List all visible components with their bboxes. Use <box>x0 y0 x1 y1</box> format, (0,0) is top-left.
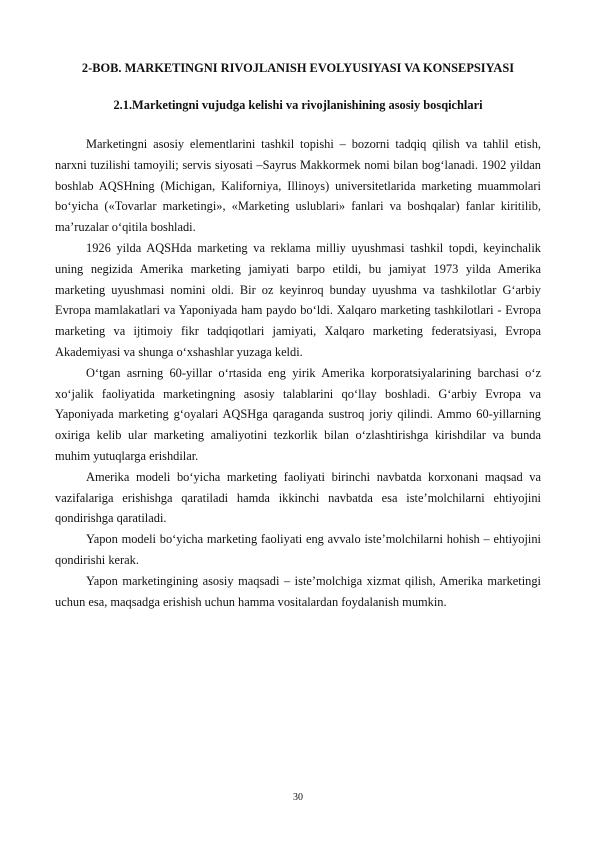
paragraph-4: Amerika modeli bo‘yicha marketing faoliyati birinchi navbatda korxonani maqsad va vazifalariga erishishga qaratiladi hamda ikkinchi navbatda esa iste’molchilarni ehtiyojini qondirishga qaratiladi. <box>55 469 541 526</box>
paragraph-1: Marketingni asosiy elementlarini tashkil topishi – bozorni tadqiq qilish va tahlil etish, narxni tuzilishi tamoyili; servis siyosati –Sayrus Makkormek nomi bilan bog‘lanadi. 1902 yildan boshlab AQSHning (Michigan, Kaliforniya, Illinoys) universitetlarida marketing muammolari bo‘yicha («Tovarlar marketingi», «Marketing uslublari» fanlari va boshqalar) fanlar kiritilib, ma’ruzalar o‘qitila boshladi. <box>55 137 541 235</box>
section-title: 2.1.Marketingni vujudga kelishi va rivojlanishining asosiy bosqichlari <box>113 98 483 112</box>
paragraph-2: 1926 yilda AQSHda marketing va reklama milliy uyushmasi tashkil topdi, keyinchalik uning negizida Amerika marketing jamiyati barpo etildi, bu jamiyat 1973 yilda Amerika marketing uyushmasi nomini oldi. Bir oz keyinroq bunday uyushma va tashkilotlar G‘arbiy Evropa mamlakatlari va Yaponiyada ham paydo bo‘ldi. Xalqaro marketing tashkilotlari - Evropa marketing va ijtimoiy fikr tadqiqotlari jamiyati, Xalqaro marketing federatsiyasi, Evropa Akademiyasi va shunga o‘xshashlar yuzaga keldi. <box>55 240 541 359</box>
chapter-title: 2-BOB. MARKETINGNI RIVOJLANISH EVOLYUSIYASI VA KONSEPSIYASI <box>81 61 515 75</box>
paragraph-5: Yapon modeli bo‘yicha marketing faoliyati eng avvalo iste’molchilarni hohish – ehtiyojini qondirishi kerak. <box>55 532 541 567</box>
page-number: 30 <box>293 792 303 803</box>
paragraph-3: O‘tgan asrning 60-yillar o‘rtasida eng yirik Amerika korporatsiyalarining barchasi o‘z xo‘jalik faoliyatida marketingning asosiy talablarini qo‘llay boshladi. G‘arbiy Evropa va Yaponiyada marketing g‘oyalari AQSHga qaraganda sustroq joriy qilindi. Ammo 60-yillarning oxiriga kelib ular marketing amaliyotini tezkorlik bilan o‘zlashtirishga kirishdilar va bunda muhim yutuqlarga erishdilar. <box>55 365 541 463</box>
document-page <box>55 60 541 612</box>
paragraph-6: Yapon marketingining asosiy maqsadi – iste’molchiga xizmat qilish, Amerika marketingi uchun esa, maqsadga erishish uchun hamma vositalardan foydalanish mumkin. <box>55 573 541 609</box>
